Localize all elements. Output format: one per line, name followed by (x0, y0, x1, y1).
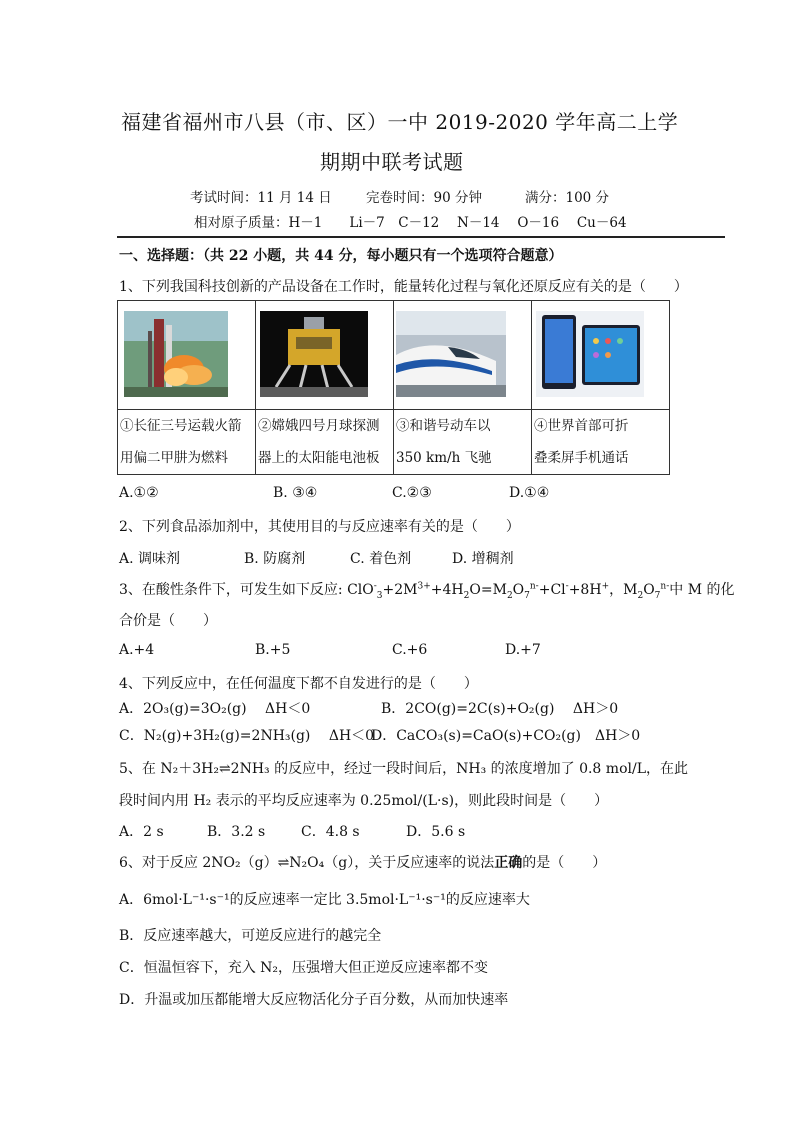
q5-stem-line1: 5、在 N₂＋3H₂⇌2NH₃ 的反应中，经过一段时间后，NH₃ 的浓度增加了 0.8 mol/L，在此 (119, 761, 688, 777)
q6-stem: 6、对于反应 2NO₂（g）⇌N₂O₄（g），关于反应速率的说法正确的是（ ） (119, 855, 607, 871)
q4-stem: 4、下列反应中，在任何温度下都不自发进行的是（ ） (119, 676, 478, 692)
q2-option-b: B. 防腐剂 (244, 551, 306, 567)
q2-option-d: D. 增稠剂 (452, 551, 514, 567)
q6-emphasis: 正确 (494, 855, 523, 871)
rocket-launch-photo-icon (124, 311, 228, 397)
section-heading: 一、选择题：（共 22 小题，共 44 分，每小题只有一个选项符合题意） (119, 248, 563, 264)
q1-stem: 1、下列我国科技创新的产品设备在工作时，能量转化过程与氧化还原反应有关的是（ ） (119, 279, 688, 295)
q6-option-c: C．恒温恒容下，充入 N₂，压强增大但正逆反应速率都不变 (119, 960, 489, 976)
q1-image-table (117, 300, 670, 475)
q3-option-d: D.+7 (505, 642, 541, 658)
q5-option-c: C．4.8 s (301, 824, 360, 840)
exam-duration: 完卷时间：90 分钟 (366, 190, 482, 206)
q5-option-a: A．2 s (119, 824, 164, 840)
q4-option-d: D．CaCO₃(s)=CaO(s)+CO₂(g) ΔH＞0 (371, 728, 641, 744)
full-score: 满分：100 分 (525, 190, 610, 206)
q2-stem: 2、下列食品添加剂中，其使用目的与反应速率有关的是（ ） (119, 519, 520, 535)
foldable-phone-photo-icon (536, 311, 644, 397)
q1-option-d: D.①④ (509, 485, 550, 501)
q4-option-a: A．2O₃(g)=3O₂(g) ΔH＜0 (119, 701, 311, 717)
q2-option-c: C. 着色剂 (350, 551, 412, 567)
q3-option-b: B.+5 (255, 642, 291, 658)
q1-item-2-caption: ②嫦娥四号月球探测 器上的太阳能电池板 (256, 410, 394, 475)
q4-option-c: C．N₂(g)+3H₂(g)=2NH₃(g) ΔH＜0 (119, 728, 375, 744)
q5-stem-line2: 段时间内用 H₂ 表示的平均反应速率为 0.25mol/(L·s)，则此段时间是（ ） (119, 793, 609, 809)
page-title-line2: 期期中联考试题 (320, 150, 464, 174)
atomic-masses: 相对原子质量：H－1 Li－7 C－12 N－14 O－16 Cu－64 (194, 215, 627, 231)
q5-option-d: D．5.6 s (406, 824, 466, 840)
lunar-probe-photo-icon (260, 311, 368, 397)
exam-time: 考试时间：11 月 14 日 (190, 190, 332, 206)
q6-option-b: B．反应速率越大，可逆反应进行的越完全 (119, 928, 382, 944)
q1-item-1-caption: ①长征三号运载火箭 用偏二甲肼为燃料 (118, 410, 256, 475)
q1-option-b: B. ③④ (273, 485, 318, 501)
q1-option-a: A.①② (119, 485, 159, 501)
q6-option-a: A．6mol·L⁻¹·s⁻¹的反应速率一定比 3.5mol·L⁻¹·s⁻¹的反应速率大 (119, 892, 530, 908)
q1-item-3-caption: ③和谐号动车以 350 km/h 飞驰 (394, 410, 532, 475)
q6-option-d: D．升温或加压都能增大反应物活化分子百分数，从而加快速率 (119, 992, 509, 1008)
page-title-line1: 福建省福州市八县（市、区）一中 2019-2020 学年高二上学 (121, 110, 679, 134)
q3-stem-line2: 合价是（ ） (119, 613, 217, 629)
q3-stem-line1: 3、在酸性条件下，可发生如下反应: $ClO^-_3+2M^{3+}+4H_2O=M_2O_7^{n-}+Cl^-+8H^+$，$M_2O_7^{n-}$中 M 的化 (119, 581, 735, 601)
q5-option-b: B．3.2 s (207, 824, 266, 840)
q1-item-4-caption: ④世界首部可折 叠柔屏手机通话 (532, 410, 670, 475)
q2-option-a: A. 调味剂 (119, 551, 181, 567)
q3-option-a: A.+4 (119, 642, 155, 658)
q4-option-b: B．2CO(g)=2C(s)+O₂(g) ΔH＞0 (381, 701, 619, 717)
header-divider (117, 236, 725, 238)
bullet-train-photo-icon (396, 311, 506, 397)
q1-option-c: C.②③ (392, 485, 432, 501)
q3-option-c: C.+6 (392, 642, 428, 658)
